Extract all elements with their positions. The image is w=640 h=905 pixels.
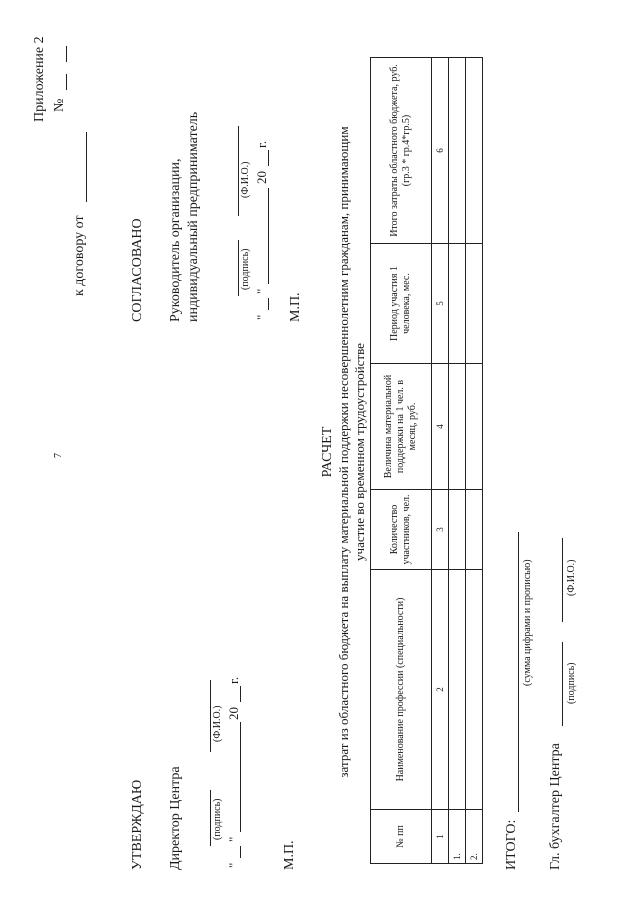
table-row <box>466 58 483 864</box>
index-cell: 4 <box>432 364 449 490</box>
approve-position: Директор Центра <box>168 766 183 870</box>
row-number: 1. <box>449 810 466 864</box>
contract-date-line <box>86 132 87 202</box>
index-cell: 3 <box>432 490 449 570</box>
table-cell[interactable] <box>466 570 483 810</box>
accountant-label: Гл. бухгалтер Центра <box>548 743 563 870</box>
agree-seal: М.П. <box>288 292 303 322</box>
agree-name-hint: (Ф.И.О.) <box>240 161 251 198</box>
total-hint: (сумма цифрами и прописью) <box>522 559 533 686</box>
table-cell[interactable] <box>466 490 483 570</box>
table-cell[interactable] <box>449 58 466 244</box>
header-number: № пп <box>371 810 432 864</box>
title-line-1: затрат из областного бюджета на выплату материальной поддержки несовершеннолетним гражданам, принимающим <box>336 126 351 778</box>
appendix-label: Приложение 2 <box>32 36 47 122</box>
document-sheet <box>20 12 620 892</box>
table-row <box>449 58 466 864</box>
row-number: 2. <box>466 810 483 864</box>
table-cell[interactable] <box>449 244 466 364</box>
calculation-table <box>370 57 483 864</box>
agree-year-line <box>268 150 269 166</box>
agree-month-line <box>268 188 269 284</box>
table-cell[interactable] <box>466 364 483 490</box>
index-cell: 2 <box>432 570 449 810</box>
approve-name-hint: (Ф.И.О.) <box>212 705 223 742</box>
title-line-2: участие во временном трудоустройстве <box>352 343 367 561</box>
approve-year-line <box>240 686 241 702</box>
approve-month-line <box>240 722 241 832</box>
table-cell[interactable] <box>449 364 466 490</box>
agree-signature-hint: (подпись) <box>240 248 251 290</box>
agree-heading: СОГЛАСОВАНО <box>130 218 145 322</box>
contract-date-prefix: к договору от <box>72 215 87 296</box>
approve-seal: М.П. <box>282 840 297 870</box>
approve-quote-close: " <box>226 836 241 842</box>
header-period: Период участия 1 человека, мес. <box>371 244 432 364</box>
accountant-signature-hint: (подпись) <box>566 662 577 704</box>
header-total: Итого затраты областного бюджета, руб. (гр.3 * гр.4*гр.5) <box>371 58 432 244</box>
approve-name-line <box>210 680 211 752</box>
header-support-amount: Величина материальной поддержки на 1 чел. в месяц, руб. <box>371 364 432 490</box>
accountant-name-line <box>562 538 563 622</box>
agree-year: 20 <box>254 171 269 184</box>
total-line <box>518 532 519 812</box>
contract-number-line <box>66 74 67 90</box>
approve-signature-hint: (подпись) <box>212 798 223 840</box>
contract-number-line-2 <box>66 46 67 62</box>
agree-quote-close: " <box>254 288 269 294</box>
header-profession: Наименование профессии (специальности) <box>371 570 432 810</box>
approve-year: 20 <box>226 707 241 720</box>
agree-year-suffix: г. <box>254 140 269 148</box>
header-participants: Количество участников, чел. <box>371 490 432 570</box>
index-cell: 5 <box>432 244 449 364</box>
total-label: ИТОГО: <box>504 819 519 870</box>
approve-heading: УТВЕРЖДАЮ <box>130 779 145 870</box>
index-cell: 1 <box>432 810 449 864</box>
agree-position-line2: индивидуальный предприниматель <box>186 111 201 322</box>
agree-signature-line <box>238 240 239 296</box>
approve-signature-line <box>210 790 211 846</box>
table-cell[interactable] <box>449 570 466 810</box>
table-header-row <box>371 58 432 864</box>
agree-day-line <box>268 298 269 310</box>
page-number: 7 <box>53 453 64 458</box>
index-cell: 6 <box>432 58 449 244</box>
accountant-signature-line <box>562 642 563 726</box>
approve-day-line <box>240 846 241 858</box>
agree-position-line1: Руководитель организации, <box>168 158 183 322</box>
contract-number-sign: № <box>52 98 67 112</box>
table-cell[interactable] <box>466 244 483 364</box>
agree-name-line <box>238 126 239 216</box>
approve-quote-open: " <box>226 862 241 868</box>
table-cell[interactable] <box>466 58 483 244</box>
document-title: РАСЧЕТ <box>320 426 335 478</box>
table-cell[interactable] <box>449 490 466 570</box>
table-index-row <box>432 58 449 864</box>
approve-year-suffix: г. <box>226 676 241 684</box>
agree-quote-open: " <box>254 314 269 320</box>
accountant-name-hint: (Ф.И.О.) <box>566 559 577 596</box>
